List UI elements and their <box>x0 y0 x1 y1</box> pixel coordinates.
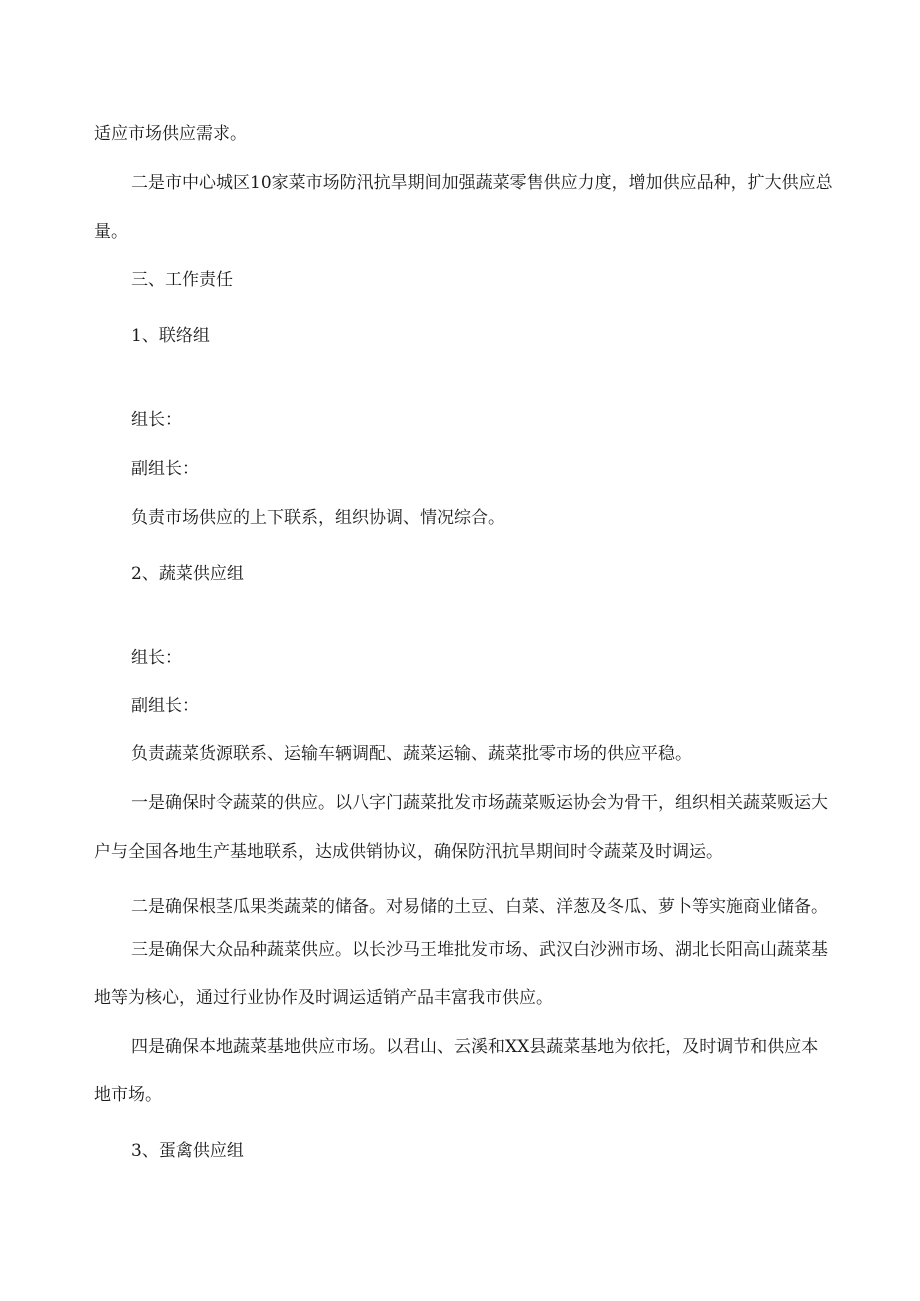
text-line: 副组长： <box>131 459 199 479</box>
text-line: 量。 <box>94 222 128 242</box>
text-line: 二是确保根茎瓜果类蔬菜的储备。对易储的土豆、白菜、洋葱及冬瓜、萝卜等实施商业储备。 <box>131 897 828 917</box>
subsection-heading: 2、蔬菜供应组 <box>131 564 244 584</box>
text-line: 四是确保本地蔬菜基地供应市场。以君山、云溪和XX县蔬菜基地为依托，及时调节和供应本 <box>131 1037 819 1057</box>
subsection-heading: 3、蛋禽供应组 <box>131 1141 244 1161</box>
section-heading: 三、工作责任 <box>131 270 233 290</box>
subsection-heading: 1、联络组 <box>131 326 210 346</box>
text-line: 组长： <box>131 410 182 430</box>
text-line: 副组长： <box>131 696 199 716</box>
text-line: 负责蔬菜货源联系、运输车辆调配、蔬菜运输、蔬菜批零市场的供应平稳。 <box>131 744 692 764</box>
text-line: 组长： <box>131 648 182 668</box>
text-line: 负责市场供应的上下联系，组织协调、情况综合。 <box>131 508 505 528</box>
text-line: 户与全国各地生产基地联系，达成供销协议，确保防汛抗旱期间时令蔬菜及时调运。 <box>94 842 723 862</box>
text-line: 适应市场供应需求。 <box>94 124 247 144</box>
text-line: 地等为核心，通过行业协作及时调运适销产品丰富我市供应。 <box>94 988 553 1008</box>
text-line: 二是市中心城区10家菜市场防汛抗旱期间加强蔬菜零售供应力度，增加供应品种，扩大供应总 <box>131 173 833 193</box>
text-line: 一是确保时令蔬菜的供应。以八字门蔬菜批发市场蔬菜贩运协会为骨干，组织相关蔬菜贩运大 <box>131 793 828 813</box>
text-line: 三是确保大众品种蔬菜供应。以长沙马王堆批发市场、武汉白沙洲市场、湖北长阳高山蔬菜基 <box>131 940 828 960</box>
text-line: 地市场。 <box>94 1085 162 1105</box>
